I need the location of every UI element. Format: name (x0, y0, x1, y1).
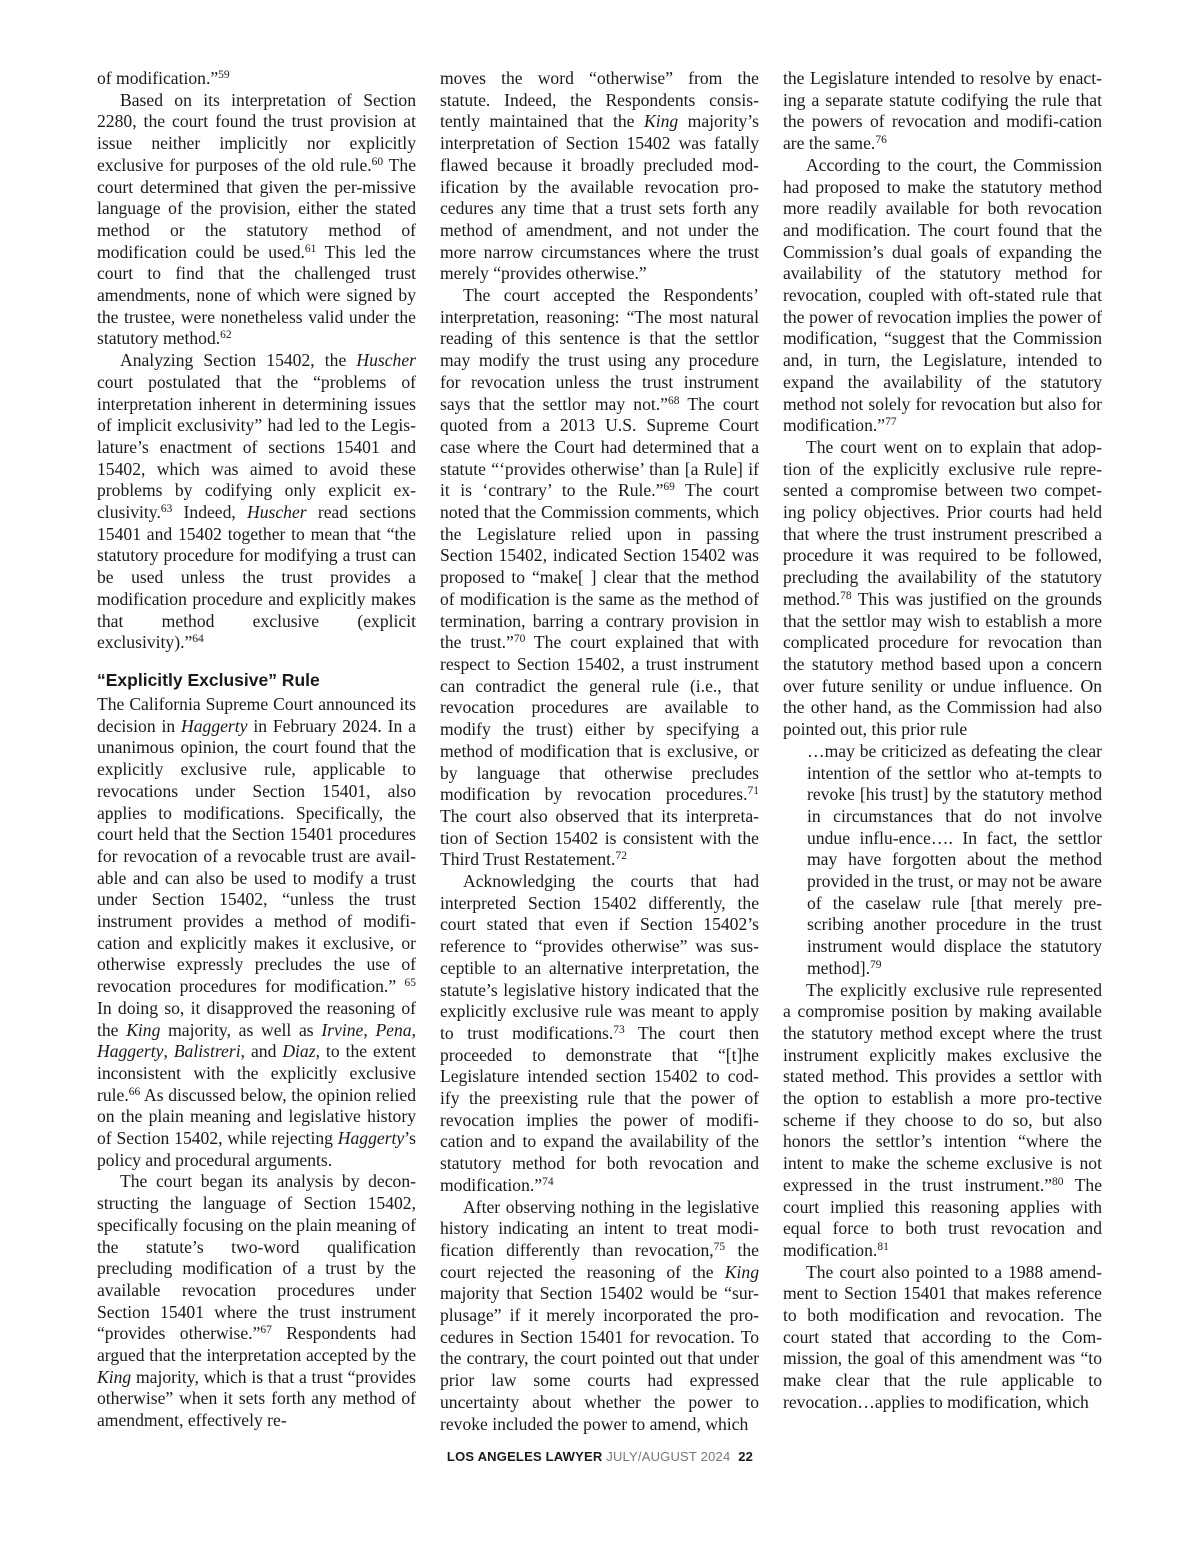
section-heading: “Explicitly Exclusive” Rule (97, 669, 320, 690)
paragraph: The court went on to explain that adop-​tion of the explicitly exclusive rule repre-​sented a compromise between two compet-​ing policy objectives. Prior courts had held that where the trust instrument prescribed a procedure it was required to be followed, precluding the availability of the statutory method.$^{78}$ This was justified on the grounds that the settlor may wish to establish a more complicated procedure for revocation than the statutory method based upon a concern over future senility or undue influence. On the other hand, as the Commission had also pointed out, this prior rule (783, 436, 1102, 740)
paragraph: the Legislature intended to resolve by enact-​ing a separate statute codifying the rule that the powers of revocation and modifi-​cation are the same.$^{76}$ (783, 68, 1102, 154)
paragraph: Based on its interpretation of Section 2280, the court found the trust provision at issue neither implicitly nor explicitly exclusive for purposes of the old rule.$^{60}$ The court determined that given the per-​missive language of the provision, either the stated method or the statutory method of modification could be used.$^{61}$ This led the court to find that the challenged trust amendments, none of which were signed by the trustee, were nonetheless valid under the statutory method.$^{62}$ (97, 89, 417, 349)
paragraph: The court accepted the Respondents’ interpretation, reasoning: “The most natural reading of this sentence is that the settlor may modify the trust using any procedure for revocation unless the trust instrument says that the settlor may not.”$^{68}$ The court quoted from a 2013 U.S. Supreme Court case where the Court had determined that a statute “‘provides otherwise’ than [a Rule] if it is ‘contrary’ to the Rule.”$^{69}$ The court noted that the Commission comments, which the Legislature relied upon in passing Section 15402, indicated Section 15402 was proposed to “make[ ] clear that the method of modification is the same as the method of termination, barring a contrary provision in the trust.”$^{70}$ The court explained that with respect to Section 15402, a trust instrument can contradict the general rule (i.e., that revocation procedures are available to modify the trust) either by specifying a method of modification that is exclusive, or by language that otherwise precludes modification by revocation procedures.$^{71}$ The court also observed that its interpreta-​tion of Section 15402 is consistent with the Third Trust Restatement.$^{72}$ (440, 285, 760, 870)
paragraph: According to the court, the Commission had proposed to make the statutory method more readily available for both revocation and modification. The court found that the Commission’s dual goals of expanding the availability of the statutory method for revocation, coupled with oft-stated rule that the power of revocation implies the power of modification, “suggest that the Commission and, in turn, the Legislature, intended to expand the availability of the statutory method not solely for revocation but also for modification.”$^{77}$ (783, 154, 1102, 436)
page-number: 22 (738, 1449, 754, 1464)
paragraph: Analyzing Section 15402, the Huscher court postulated that the “problems of interpretation inherent in determining issues of implicit exclusivity” had led to the Legis-​lature’s enactment of sections 15401 and 15402, which was aimed to avoid these problems by codifying only explicit ex-​clusivity.$^{63}$ Indeed, Huscher read sections 15401 and 15402 together to mean that “the statutory procedure for modifying a trust can be used unless the trust provides a modification procedure and explicitly makes that method exclusive (explicit exclusivity).”$^{64}$ (97, 350, 416, 653)
paragraph: The court began its analysis by decon-​structing the language of Section 15402, specifically focusing on the plain meaning of the statute’s two-word qualification precluding modification of a trust by the available revocation procedures under Section 15401 where the trust instrument “provides otherwise.”$^{67}$ Respondents had argued that the interpretation accepted by the King majority, which is that a trust “provides otherwise” when it sets forth any method of amendment, effectively re- (97, 1171, 417, 1431)
paragraph: of modification.”$^{59}$ (97, 68, 230, 88)
block-quote: …may be criticized as defeating the clear intention of the settlor who at-​tempts to revoke [his trust] by the statutory method in circumstances that do not involve undue influ-​ence…. In fact, the settlor may have forgotten about the method provided in the trust, or may not be aware of the caselaw rule [that merely pre-​scribing another procedure in the trust instrument would displace the statutory method].$^{79}$ (807, 740, 1102, 978)
page-footer (0, 1449, 1200, 1464)
paragraph: After observing nothing in the legislative history indicating an intent to treat modi-​fication differently than revocation,$^{75}$ the court rejected the reasoning of the King majority that Section 15402 would be “sur-​plusage” if it merely incorporated the pro-​cedures in Section 15401 for revocation. To the contrary, the court pointed out that under prior law some courts had expressed uncertainty about whether the power to revoke included the power to amend, which (440, 1196, 759, 1434)
text-column-1 (97, 68, 416, 1432)
paragraph: The California Supreme Court announced its decision in Haggerty in February 2024. In a unanimous opinion, the court found that the explicitly exclusive rule, applicable to revocations under Section 15401, also applies to modifications. Specifically, the court held that the Section 15401 procedures for revocation of a revocable trust are avail-​able and can also be used to modify a trust under Section 15402, “unless the trust instrument provides a method of modifi-​cation and explicitly makes it exclusive, or otherwise expressly precludes the use of revocation procedures for modification.” $^{65}$ In doing so, it disapproved the reasoning of the King majority, as well as Irvine, Pena, Haggerty, Balistreri, and Diaz, to the extent inconsistent with the explicitly exclusive rule.$^{66}$ As discussed below, the opinion relied on the plain meaning and legislative history of Section 15402, while rejecting Haggerty’s policy and procedural arguments. (97, 693, 417, 1170)
issue-date: JULY/AUGUST 2024 (606, 1449, 731, 1464)
magazine-name: LOS ANGELES LAWYER (446, 1449, 603, 1464)
text-column-3 (783, 68, 1102, 1414)
paragraph: Acknowledging the courts that had interpreted Section 15402 differently, the court stated that even if Section 15402’s reference to “provides otherwise” was sus-​ceptible to an alternative interpretation, the statute’s legislative history indicated that the explicitly exclusive rule was meant to apply to trust modifications.$^{73}$ The court then proceeded to demonstrate that “[t]he Legislature intended section 15402 to cod-​ify the preexisting rule that the power of revocation implies the power of modifi-​cation and to expand the availability of the statutory method for both revocation and modification.”$^{74}$ (440, 871, 759, 1195)
text-column-2 (440, 68, 759, 1435)
paragraph: The explicitly exclusive rule represented a compromise position by making available the statutory method except where the trust instrument explicitly makes exclusive the stated method. This provides a settlor with the option to establish a more pro-​tective scheme if they choose to do so, but also honors the settlor’s intention “where the intent to make the scheme exclusive is not expressed in the trust instrument.”$^{80}$ The court implied this reasoning applies with equal force to both trust revocation and modification.$^{81}$ (783, 979, 1102, 1260)
paragraph: The court also pointed to a 1988 amend-​ment to Section 15401 that makes reference to both modification and revocation. The court stated that according to the Com-​mission, the goal of this amendment was “to make clear that the rule applicable to revocation…applies to modification, which (783, 1261, 1102, 1412)
paragraph: moves the word “otherwise” from the statute. Indeed, the Respondents consis-​tently maintained that the King majority’s interpretation of Section 15402 was fatally flawed because it broadly precluded mod-​ification by the available revocation pro-​cedures any time that a trust sets forth any method of amendment, and not under the more narrow circumstances where the trust merely “provides otherwise.” (440, 68, 759, 284)
